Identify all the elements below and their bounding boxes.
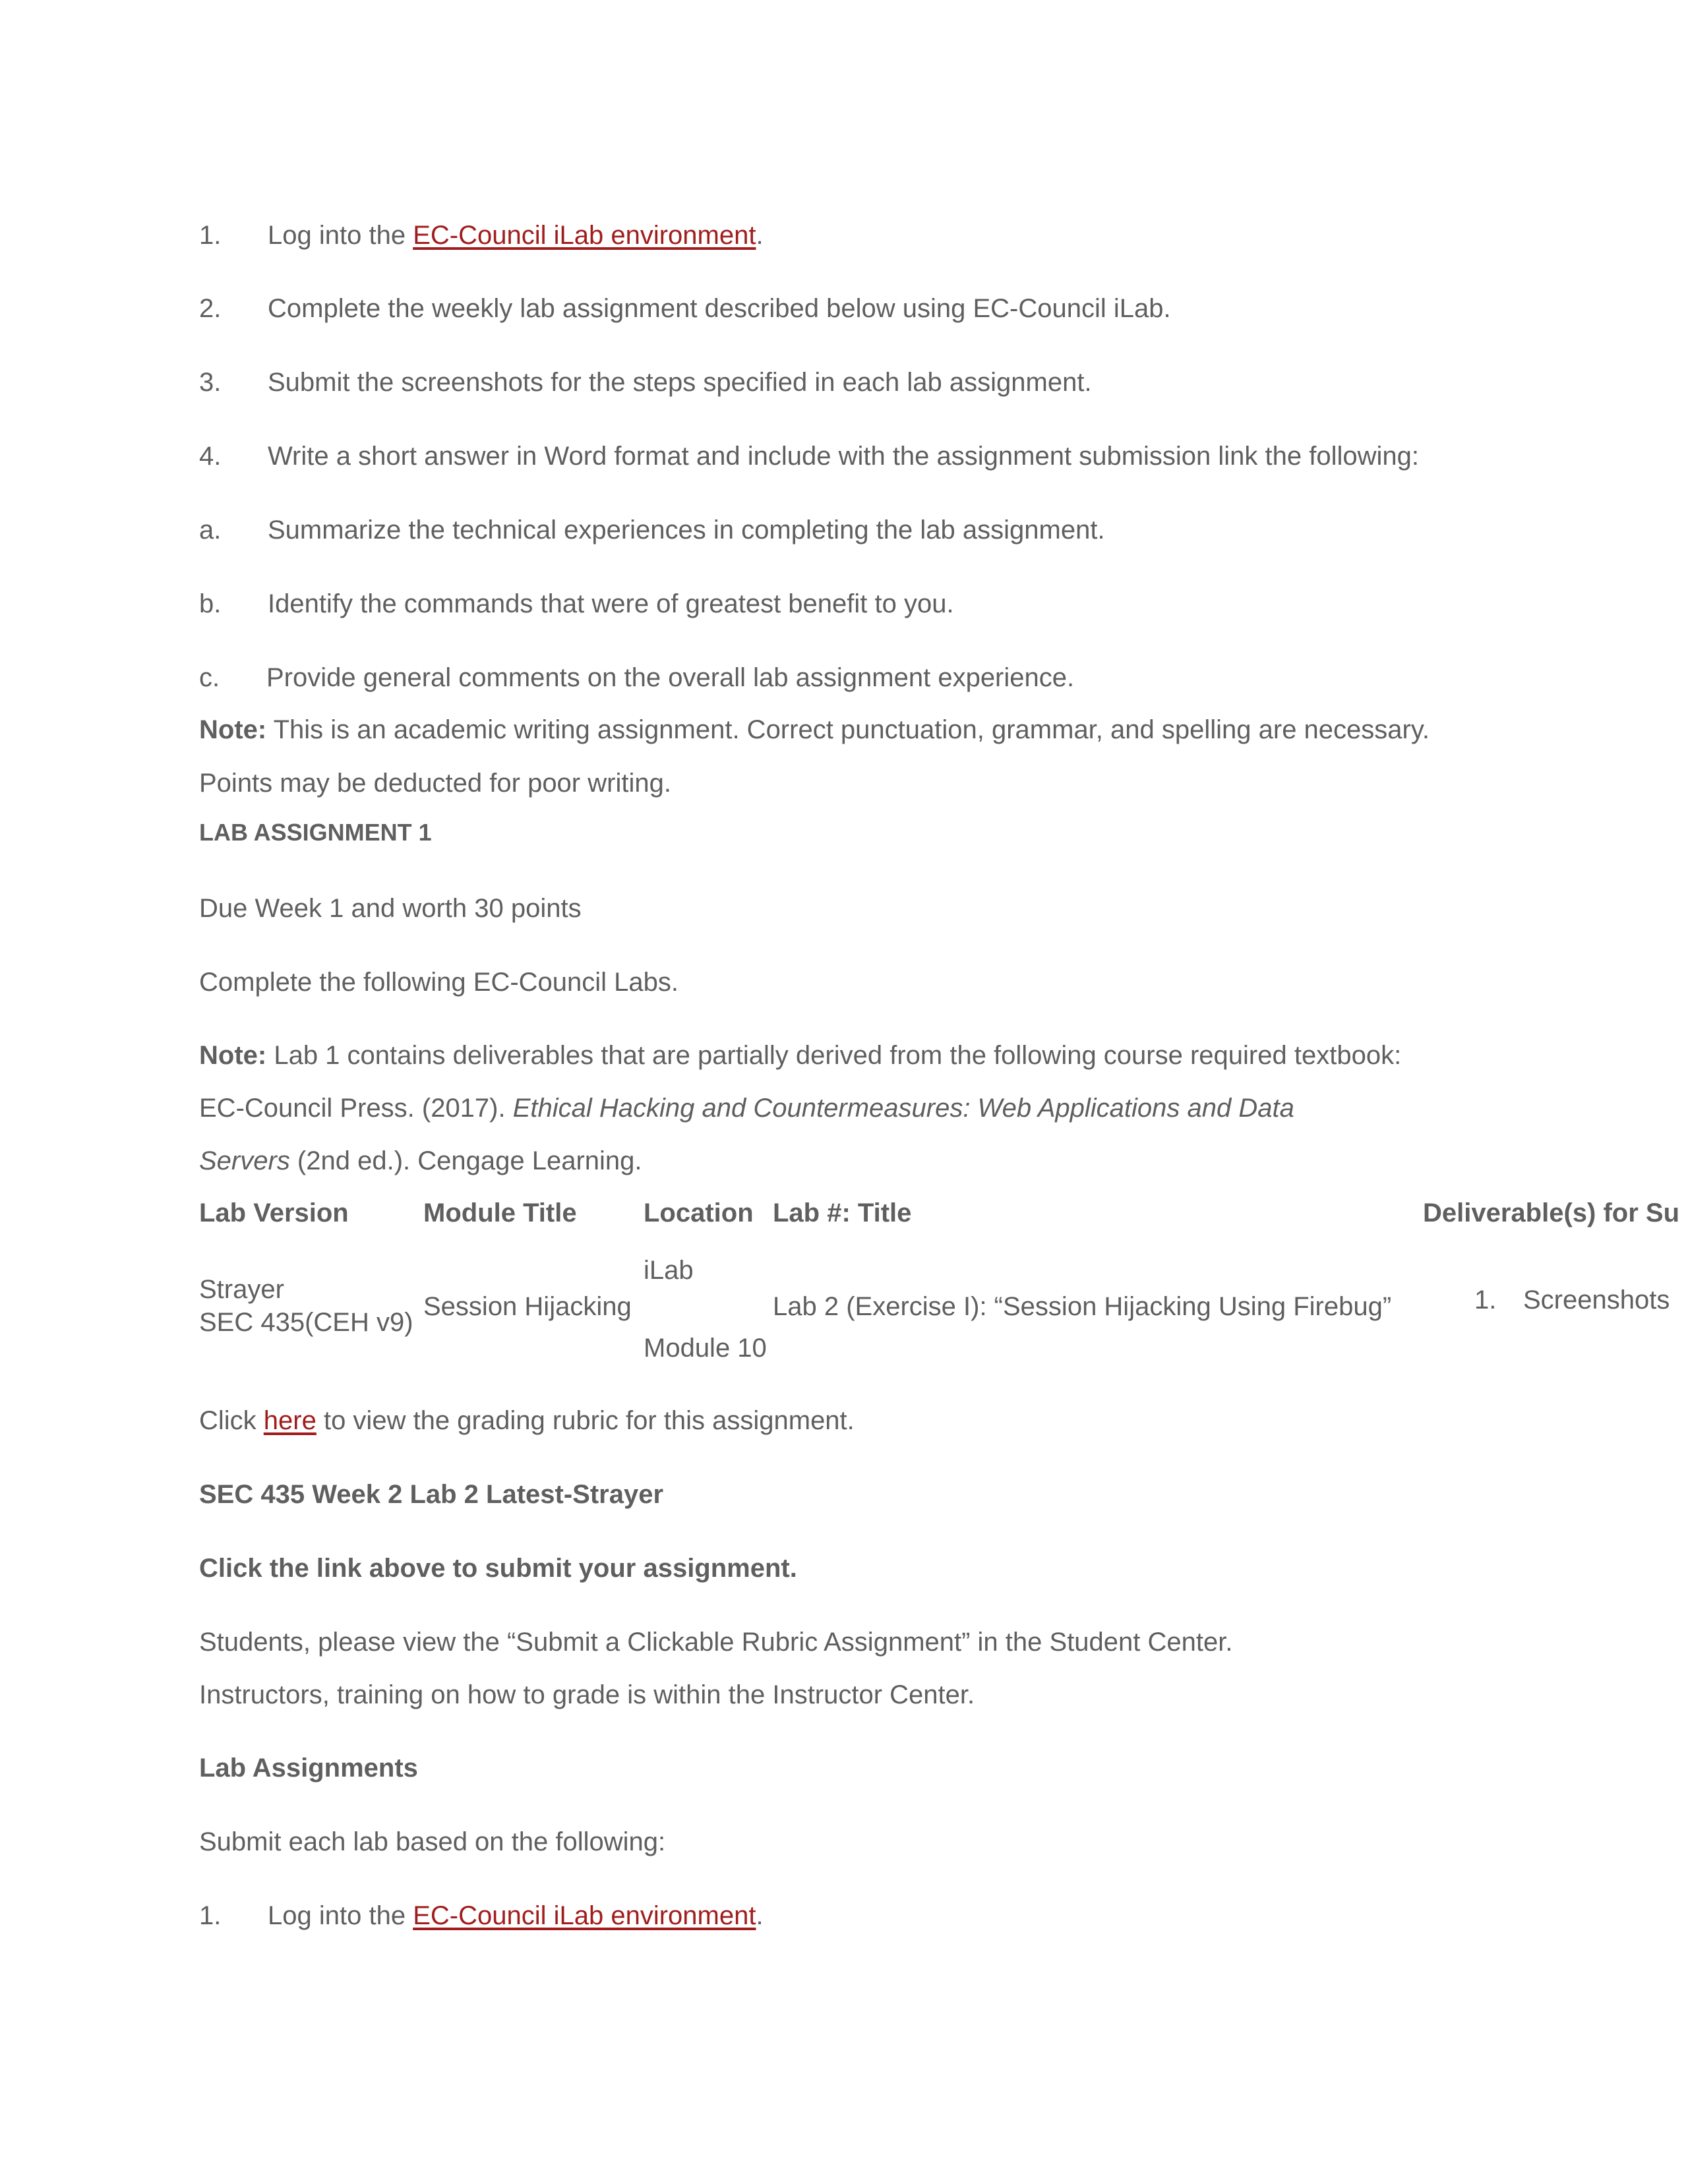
due-text: Due Week 1 and worth 30 points (199, 894, 582, 923)
list-marker: 2. (199, 294, 222, 323)
list-item-text: Summarize the technical experiences in completing the lab assignment. (268, 516, 1105, 545)
note-paragraph (199, 714, 1430, 746)
note-text: This is an academic writing assignment. Correct punctuation, grammar, and spelling are necessary. (266, 715, 1430, 744)
rubric-text: Click (199, 1406, 264, 1435)
ec-council-ilab-link[interactable]: EC-Council iLab environment (413, 1901, 756, 1930)
list-item-text: Complete the weekly lab assignment described below using EC-Council iLab. (268, 294, 1171, 323)
list-item (199, 293, 1171, 324)
list-marker: a. (199, 516, 222, 545)
list-marker: 1. (199, 221, 222, 250)
table-header-location: Location (644, 1198, 754, 1227)
students-note: Students, please view the “Submit a Clickable Rubric Assignment” in the Student Center. (199, 1628, 1233, 1657)
citation-text: EC-Council Press. (2017). (199, 1094, 513, 1123)
table-cell-lab-title: Lab 2 (Exercise I): “Session Hijacking Using Firebug” (773, 1292, 1392, 1321)
citation-book-title: Ethical Hacking and Countermeasures: Web Applications and Data (512, 1094, 1294, 1123)
list-item-punct: . (756, 221, 764, 250)
lab-assignment-heading: LAB ASSIGNMENT 1 (199, 819, 432, 846)
list-item-text: Write a short answer in Word format and include with the assignment submission link the following: (268, 442, 1419, 471)
list-marker: c. (199, 663, 220, 692)
list-item (199, 440, 1419, 472)
table-cell-lab-version: Strayer (199, 1275, 284, 1304)
table-header-lab-title: Lab #: Title (773, 1198, 912, 1227)
table-cell-location: iLab (644, 1256, 694, 1285)
note-paragraph-continued: Points may be deducted for poor writing. (199, 769, 671, 798)
table-header-lab-version: Lab Version (199, 1198, 349, 1227)
list-item (199, 1900, 764, 1932)
list-item-text: Identify the commands that were of greatest benefit to you. (268, 589, 954, 618)
list-marker: 1. (199, 1901, 222, 1930)
citation-book-title: Servers (199, 1146, 290, 1175)
list-item (199, 662, 1074, 694)
submission-title: SEC 435 Week 2 Lab 2 Latest-Strayer (199, 1480, 664, 1509)
list-item (199, 514, 1105, 546)
note-label: Note: (199, 715, 267, 744)
list-item (199, 367, 1092, 398)
note-text: Lab 1 contains deliverables that are partially derived from the following course required textbook: (266, 1041, 1402, 1070)
lab-assignments-heading: Lab Assignments (199, 1754, 418, 1783)
rubric-line (199, 1405, 855, 1436)
instructors-note: Instructors, training on how to grade is within the Instructor Center. (199, 1680, 975, 1709)
submit-each-text: Submit each lab based on the following: (199, 1827, 666, 1856)
list-item-punct: . (756, 1901, 764, 1930)
table-header-deliverables: Deliverable(s) for Su (1423, 1198, 1680, 1227)
table-cell-deliverable-marker: 1. (1474, 1285, 1497, 1314)
list-marker: 3. (199, 368, 222, 397)
submit-instruction: Click the link above to submit your assignment. (199, 1554, 797, 1583)
note-label: Note: (199, 1041, 267, 1070)
note-paragraph (199, 1040, 1401, 1071)
table-cell-module-title: Session Hijacking (423, 1292, 632, 1321)
list-item (199, 588, 954, 620)
table-header-module-title: Module Title (423, 1198, 577, 1227)
list-marker: 4. (199, 442, 222, 471)
citation-text: (2nd ed.). Cengage Learning. (289, 1146, 642, 1175)
list-marker: b. (199, 589, 222, 618)
citation-line (199, 1092, 1294, 1124)
rubric-text: to view the grading rubric for this assignment. (316, 1406, 855, 1435)
complete-labs-text: Complete the following EC-Council Labs. (199, 968, 679, 997)
list-item-text: Log into the (268, 1901, 413, 1930)
list-item (199, 220, 764, 251)
table-cell-lab-version: SEC 435(CEH v9) (199, 1308, 413, 1337)
ec-council-ilab-link[interactable]: EC-Council iLab environment (413, 221, 756, 250)
list-item-text: Submit the screenshots for the steps specified in each lab assignment. (268, 368, 1092, 397)
rubric-here-link[interactable]: here (263, 1406, 316, 1435)
list-item-text: Provide general comments on the overall lab assignment experience. (266, 663, 1075, 692)
list-item-text: Log into the (268, 221, 413, 250)
table-cell-deliverable: Screenshots (1523, 1285, 1670, 1314)
citation-line-continued (199, 1145, 642, 1177)
table-cell-location: Module 10 (644, 1334, 767, 1363)
